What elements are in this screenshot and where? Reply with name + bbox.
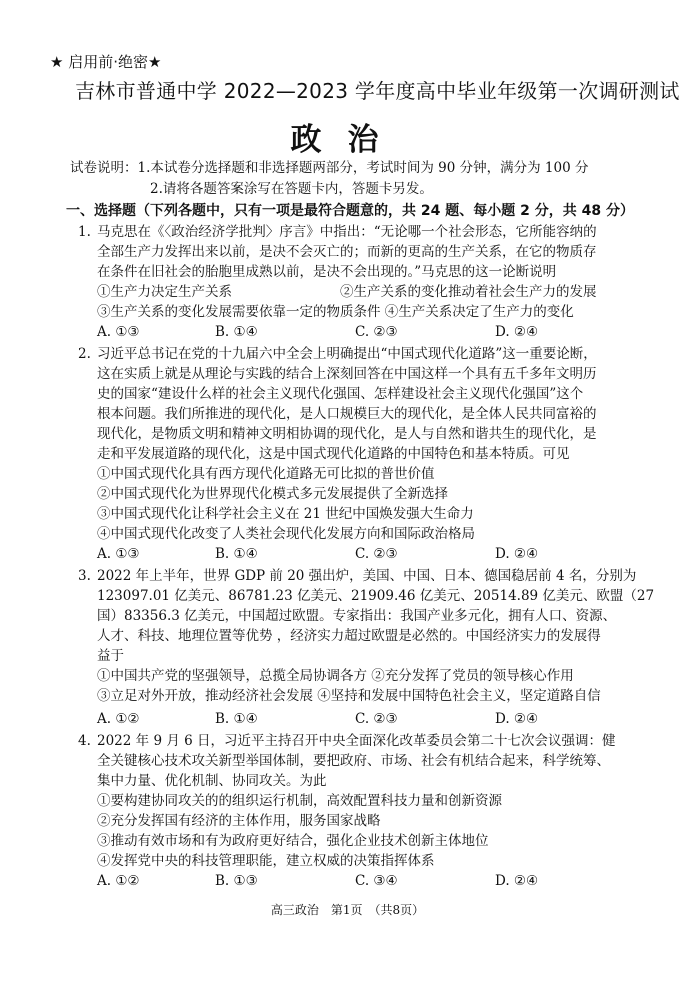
question-text-line: 在条件在旧社会的胎胞里成熟以前，是决不会出现的。”马克思的这一论断说明 [97, 264, 557, 280]
question-text-line: 这在实质上就是从理论与实践的结合上深刻回答在中国这样一个具有五千多年文明历 [97, 366, 597, 382]
question-text-line: 根本问题。我们所推进的现代化，是人口规模巨大的现代化，是全体人民共同富裕的 [97, 406, 597, 422]
question-text-line: ③推动有效市场和有为政府更好结合，强化企业技术创新主体地位 [97, 833, 489, 849]
question [0, 344, 695, 565]
question [0, 566, 695, 730]
answer-option-d: D. ②④ [495, 546, 539, 562]
question-text-line: 走和平发展道路的现代化，这是中国式现代化道路的中国特色和基本特质。可见 [97, 446, 570, 462]
question-text-line: ①中国共产党的坚强领导，总揽全局协调各方 ②充分发挥了党员的领导核心作用 [97, 668, 574, 684]
instructions-line-1: 试卷说明：1.本试卷分选择题和非选择题两部分，考试时间为 90 分钟，满分为 100 分 [70, 160, 589, 176]
question-text-line: 2022 年 9 月 6 日，习近平主持召开中央全面深化改革委员会第二十七次会议强调：健 [97, 733, 616, 749]
question-text-line: 国）83356.3 亿美元，中国超过欧盟。专家指出：我国产业多元化，拥有人口、资源、 [97, 608, 617, 624]
question-text-line: 习近平总书记在党的十九届六中全会上明确提出“中国式现代化道路”这一重要论断， [97, 346, 597, 362]
question-text-line: ②充分发挥国有经济的主体作用，服务国家战略 [97, 813, 381, 829]
answer-option-c: C. ③④ [355, 873, 398, 889]
question-text-line: ③生产关系的变化发展需要依靠一定的物质条件 ④生产关系决定了生产力的变化 [97, 304, 574, 320]
answer-option-a: A. ①② [97, 711, 140, 727]
question [0, 222, 695, 343]
question-text-line: 集中力量、优化机制、协同攻关。为此 [97, 773, 327, 789]
question-text-line: ③中国式现代化让科学社会主义在 21 世纪中国焕发强大生命力 [97, 506, 474, 522]
question-text-line: 2022 年上半年，世界 GDP 前 20 强出炉，美国、中国、日本、德国稳居前 4 名，分别为 [97, 568, 637, 584]
answer-options [0, 871, 695, 892]
question-list [0, 222, 695, 893]
question-number: 2. [78, 346, 91, 362]
answer-options [0, 709, 695, 730]
answer-option-b: B. ①③ [215, 873, 258, 889]
instructions-line-2: 2.请将各题答案涂写在答题卡内，答题卡另发。 [150, 181, 433, 197]
answer-option-c: C. ②③ [355, 711, 398, 727]
question-text-line: 益于 [97, 648, 124, 664]
answer-option-c: C. ②③ [355, 324, 398, 340]
question-text-line: 123097.01 亿美元、86781.23 亿美元、21909.46 亿美元、20514.89 亿美元、欧盟（27 [97, 588, 655, 604]
answer-option-a: A. ①② [97, 873, 140, 889]
question [0, 731, 695, 892]
question-text-line: ④发挥党中央的科技管理职能，建立权威的决策指挥体系 [97, 853, 435, 869]
question-text-line: ②中国式现代化为世界现代化模式多元发展提供了全新选择 [97, 486, 448, 502]
answer-option-a: A. ①③ [97, 324, 140, 340]
answer-option-b: B. ①④ [215, 546, 258, 562]
question-number: 3. [78, 568, 91, 584]
question-text-line: 史的国家“建设什么样的社会主义现代化强国、怎样建设社会主义现代化强国”这个 [97, 386, 584, 402]
question-text-line: 马克思在《〈政治经济学批判〉序言》中指出：“无论哪一个社会形态，它所能容纳的 [97, 224, 597, 240]
answer-option-c: C. ②③ [355, 546, 398, 562]
answer-option-b: B. ①④ [215, 324, 258, 340]
question-number: 1. [78, 224, 91, 240]
answer-option-d: D. ②④ [495, 873, 539, 889]
question-text-line: ①中国式现代化具有西方现代化道路无可比拟的普世价值 [97, 466, 435, 482]
question-text-line: ①生产力决定生产关系 ②生产关系的变化推动着社会生产力的发展 [97, 284, 597, 300]
question-text-line: 现代化，是物质文明和精神文明相协调的现代化，是人与自然和谐共生的现代化，是 [97, 426, 597, 442]
question-text-line: ③立足对外开放，推动经济社会发展 ④坚持和发展中国特色社会主义，坚定道路自信 [97, 688, 601, 704]
section-heading: 一、选择题（下列各题中，只有一项是最符合题意的，共 24 题、每小题 2 分，共 48 分） [66, 203, 634, 219]
question-text-line: 全部生产力发挥出来以前，是决不会灭亡的；而新的更高的生产关系，在它的物质存 [97, 244, 597, 260]
question-text-line: 全关键核心技术攻关新型举国体制，要把政府、市场、社会有机结合起来，科学统筹、 [97, 753, 610, 769]
answer-option-b: B. ①④ [215, 711, 258, 727]
question-text-line: ①要构建协同攻关的的组织运行机制，高效配置科技力量和创新资源 [97, 793, 502, 809]
question-text-line: ④中国式现代化改变了人类社会现代化发展方向和国际政治格局 [97, 526, 475, 542]
page-footer: 高三政治 第1页 （共8页） [270, 903, 425, 917]
question-text-line: 人才、科技、地理位置等优势 ，经济实力超过欧盟是必然的。中国经济实力的发展得 [97, 628, 601, 644]
confidential-mark: ★ 启用前·绝密★ [50, 53, 162, 71]
answer-options [0, 322, 695, 343]
question-number: 4. [78, 733, 91, 749]
exam-title: 吉林市普通中学 2022—2023 学年度高中毕业年级第一次调研测试 [75, 79, 680, 103]
answer-option-d: D. ②④ [495, 711, 539, 727]
answer-option-a: A. ①③ [97, 546, 140, 562]
answer-options [0, 544, 695, 565]
answer-option-d: D. ②④ [495, 324, 539, 340]
subject-title: 政治 [290, 122, 405, 158]
